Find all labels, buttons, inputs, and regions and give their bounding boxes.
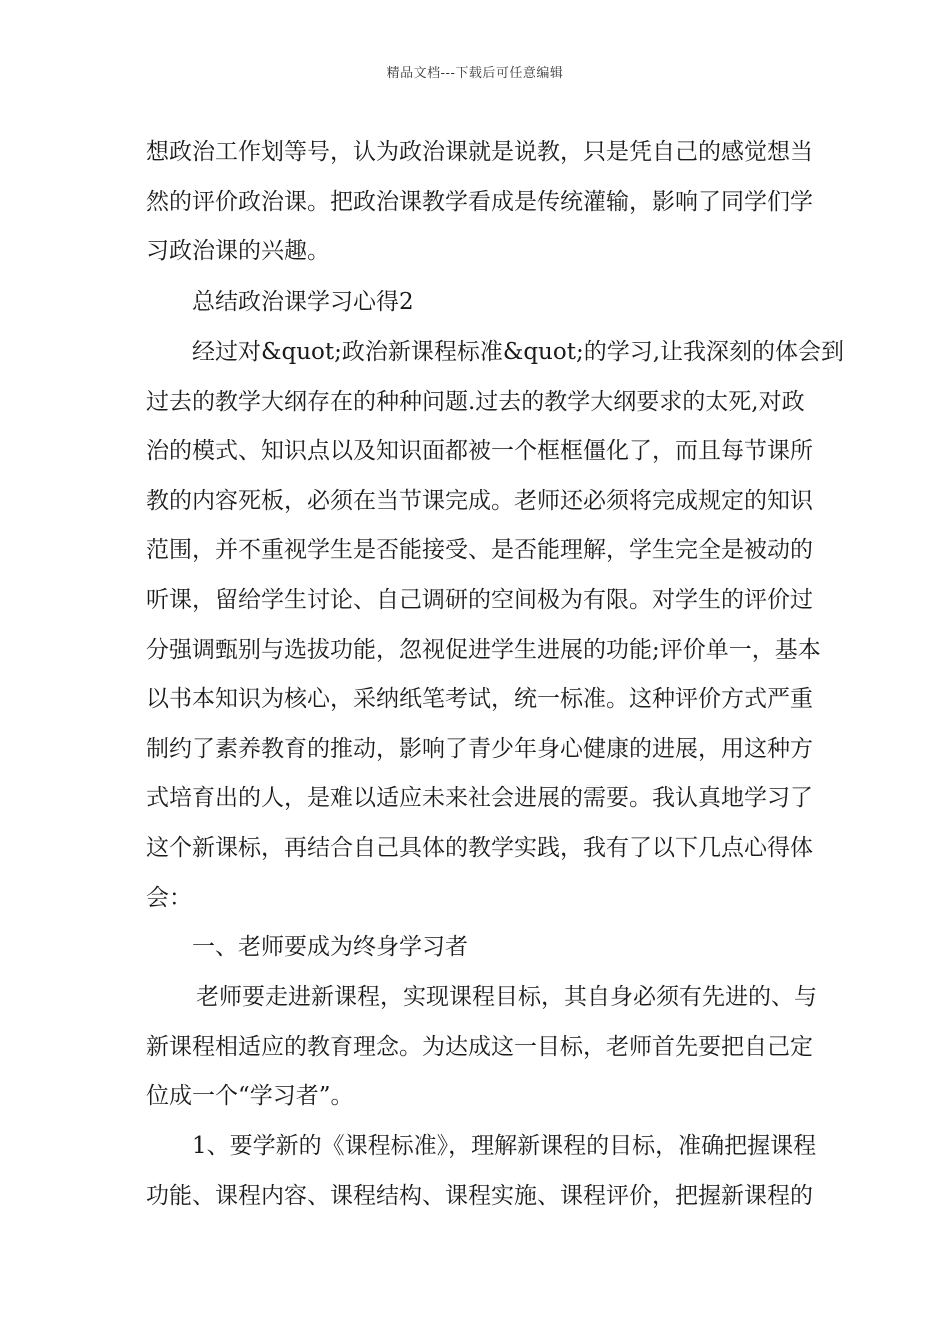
- text-line: 制约了素养教育的推动，影响了青少年身心健康的进展，用这种方: [146, 735, 813, 762]
- text-line: 治的模式、知识点以及知识面都被一个框框僵化了，而且每节课所: [146, 438, 813, 465]
- section-heading: [146, 278, 816, 328]
- text-line: 1、要学新的《课程标准》，理解新课程的目标，准确把握课程: [192, 1133, 817, 1159]
- text-line: 然的评价政治课。把政治课教学看成是传统灌输，影响了同学们学: [146, 188, 813, 215]
- paragraph-continuation: [146, 128, 816, 277]
- section-heading: [146, 923, 816, 973]
- heading-line: 一、老师要成为终身学习者: [192, 934, 468, 960]
- text-line: 范围，并不重视学生是否能接受、是否能理解，学生完全是被动的: [146, 537, 813, 564]
- text-line: 新课程相适应的教育理念。为达成这一目标，老师首先要把自己定: [146, 1033, 813, 1060]
- text-line: 教的内容死板，必须在当节课完成。老师还必须将完成规定的知识: [146, 487, 813, 514]
- text-line: 老师要走进新课程，实现课程目标，其自身必须有先进的、与: [196, 984, 817, 1010]
- page-header: 精品文档---下载后可任意编辑: [386, 66, 564, 81]
- text-line: 以书本知识为核心，采纳纸笔考试，统一标准。这种评价方式严重: [146, 686, 813, 713]
- text-line: 习政治课的兴趣。: [146, 238, 330, 265]
- text-line: 功能、课程内容、课程结构、课程实施、课程评价，把握新课程的: [146, 1182, 813, 1209]
- text-line: 式培育出的人，是难以适应未来社会进展的需要。我认真地学习了: [146, 785, 813, 812]
- text-line: 这个新课标，再结合自己具体的教学实践，我有了以下几点心得体: [146, 834, 813, 861]
- text-line: 位成一个“学习者”。: [146, 1083, 354, 1110]
- paragraph-main: [146, 328, 845, 923]
- paragraph-item-1: [146, 1122, 816, 1221]
- text-line: 经过对&quot;政治新课程标准&quot;的学习,让我深刻的体会到: [192, 339, 845, 365]
- text-line: 想政治工作划等号，认为政治课就是说教，只是凭自己的感觉想当: [146, 139, 813, 165]
- paragraph-teacher: [146, 973, 816, 1122]
- text-line: 会：: [146, 884, 192, 911]
- text-line: 过去的教学大纲存在的种种问题.过去的教学大纲要求的太死,对政: [146, 388, 805, 415]
- text-line: 分强调甄别与选拔功能，忽视促进学生进展的功能;评价单一，基本: [146, 636, 821, 663]
- text-line: 听课，留给学生讨论、自己调研的空间极为有限。对学生的评价过: [146, 586, 813, 613]
- heading-line: 总结政治课学习心得2: [192, 289, 414, 315]
